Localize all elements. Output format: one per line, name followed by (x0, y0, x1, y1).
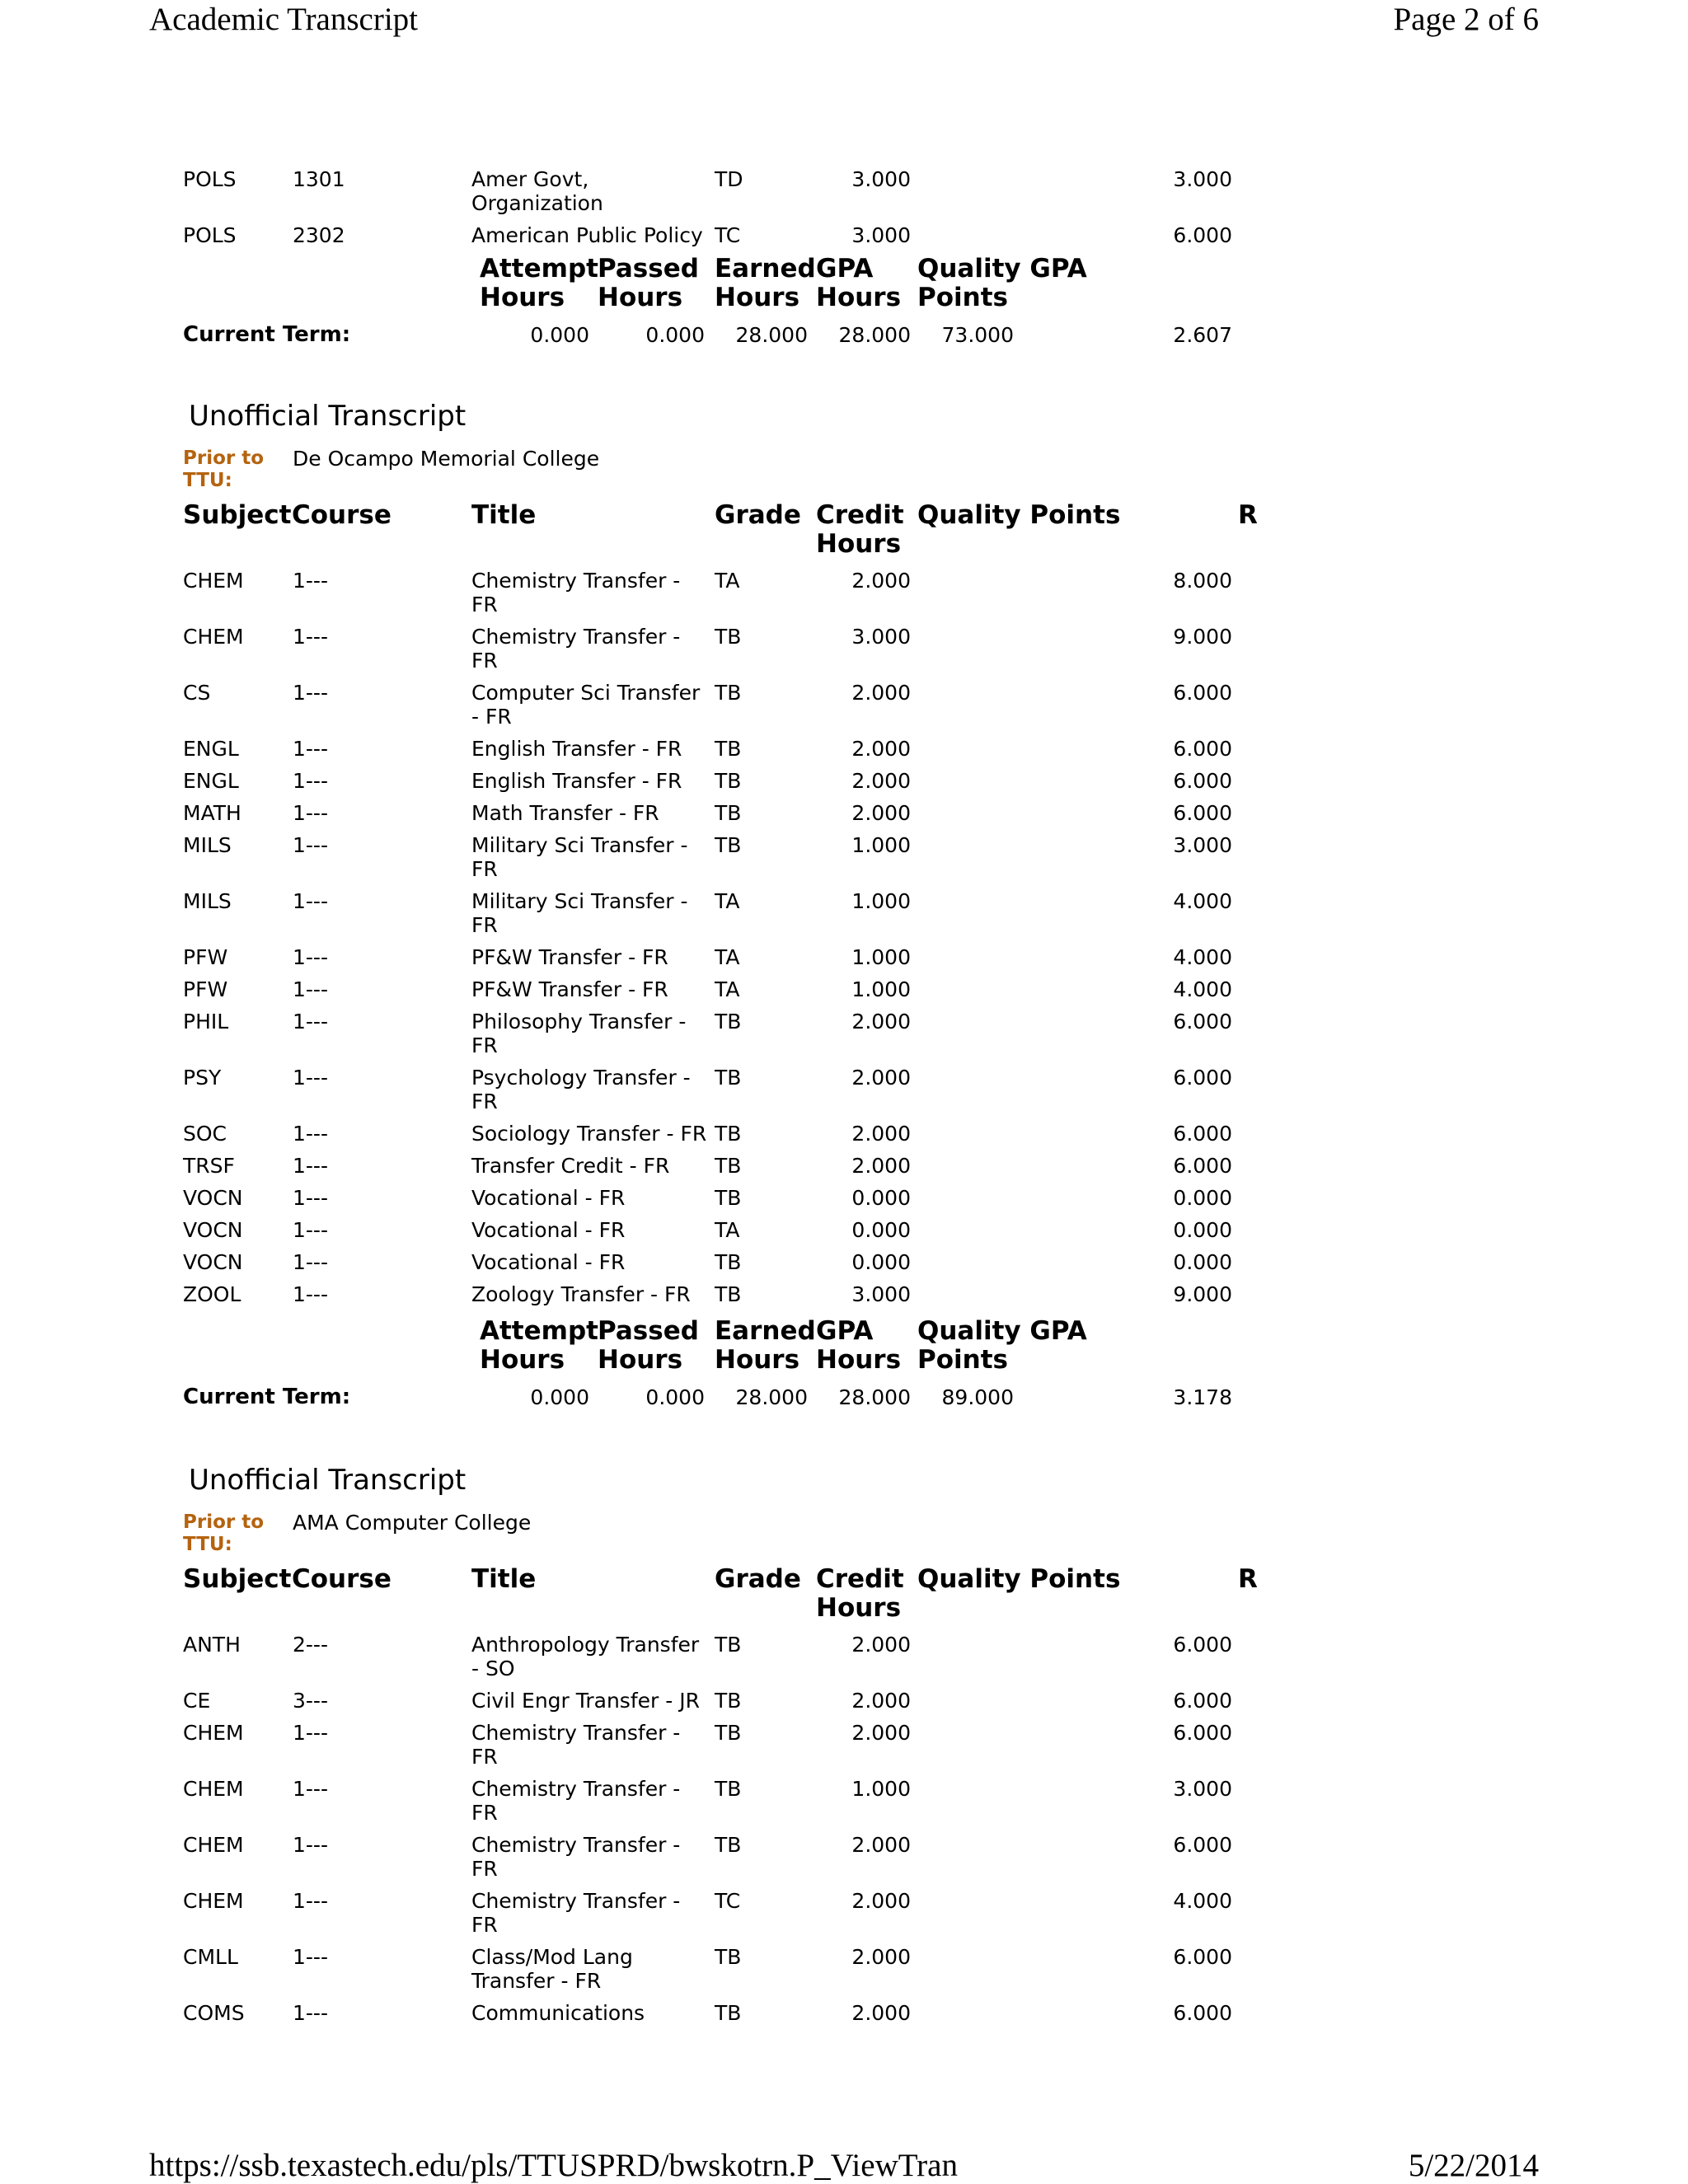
course-title (471, 1122, 710, 1146)
course-quality-points: 4.000 (1173, 977, 1232, 1001)
course-grade: TB (715, 1833, 742, 1857)
course-credit-hours: 2.000 (851, 2001, 911, 2025)
course-credit-hours: 2.000 (851, 1945, 911, 1969)
header-passed-hours (598, 255, 699, 312)
prior-to-label-line: Prior to (183, 1511, 265, 1533)
course-quality-points: 4.000 (1173, 945, 1232, 969)
header-credit-hours (816, 501, 904, 559)
header-gpa-hours (816, 1317, 901, 1375)
header-quality-gpa-points-line: Points (917, 283, 1008, 312)
header-grade: Grade (715, 1564, 801, 1594)
course-subject: PSY (183, 1066, 222, 1090)
course-title (471, 1186, 710, 1210)
course-quality-points: 6.000 (1173, 2001, 1232, 2025)
course-subject: ZOOL (183, 1282, 241, 1306)
header-quality-gpa-points-line: Quality GPA (917, 254, 1087, 284)
course-subject: MILS (183, 889, 232, 913)
course-number: 1--- (293, 1186, 328, 1210)
course-title-line: Military Sci Transfer - (471, 833, 688, 857)
course-title-line: Transfer Credit - FR (471, 1154, 670, 1178)
term-quality-points: 73.000 (941, 323, 1014, 347)
course-credit-hours: 2.000 (851, 1122, 911, 1146)
course-grade: TC (715, 223, 741, 247)
header-gpa-hours-line: Hours (816, 1345, 902, 1375)
print-footer-date: 5/22/2014 (1408, 2148, 1539, 2183)
course-title (471, 1689, 710, 1713)
course-title-line: Chemistry Transfer - (471, 1833, 681, 1857)
header-attempt-hours-line: Attempt (480, 254, 598, 284)
course-title-line: FR (471, 913, 498, 937)
course-title-line: FR (471, 1090, 498, 1113)
course-subject: VOCN (183, 1218, 243, 1242)
header-quality-gpa-points-line: Points (917, 1345, 1008, 1375)
header-grade: Grade (715, 500, 801, 530)
course-grade: TA (715, 977, 740, 1001)
course-title (471, 1633, 710, 1680)
course-number: 1--- (293, 625, 328, 649)
term-earned-hours: 28.000 (735, 1385, 808, 1409)
course-grade: TB (715, 769, 742, 793)
course-number: 1--- (293, 737, 328, 761)
course-title-line: Class/Mod Lang (471, 1945, 633, 1969)
header-passed-hours-line: Hours (598, 283, 683, 312)
header-credit-hours (816, 1565, 904, 1623)
course-credit-hours: 3.000 (851, 625, 911, 649)
course-quality-points: 6.000 (1173, 1721, 1232, 1745)
college-name: De Ocampo Memorial College (293, 447, 600, 471)
course-title-line: PF&W Transfer - FR (471, 977, 668, 1001)
course-grade: TB (715, 1689, 742, 1713)
course-subject: SOC (183, 1122, 227, 1146)
course-grade: TB (715, 1282, 742, 1306)
course-grade: TC (715, 1889, 741, 1913)
course-subject: CHEM (183, 625, 244, 649)
course-subject: POLS (183, 167, 237, 191)
header-quality-gpa-points (917, 1317, 1087, 1375)
header-passed-hours-line: Passed (598, 1316, 699, 1346)
course-title (471, 833, 710, 881)
course-title (471, 1945, 710, 1993)
course-grade: TD (715, 167, 743, 191)
course-grade: TB (715, 737, 742, 761)
course-title (471, 737, 710, 761)
course-quality-points: 6.000 (1173, 223, 1232, 247)
course-title-line: Chemistry Transfer - (471, 1777, 681, 1801)
course-subject: MILS (183, 833, 232, 857)
course-title (471, 801, 710, 825)
course-number: 1--- (293, 1945, 328, 1969)
header-earned-hours-line: Earned (715, 254, 816, 284)
course-title (471, 167, 710, 215)
course-grade: TB (715, 2001, 742, 2025)
course-title (471, 1721, 710, 1769)
course-quality-points: 6.000 (1173, 1066, 1232, 1090)
course-credit-hours: 1.000 (851, 977, 911, 1001)
course-subject: CS (183, 681, 211, 705)
course-grade: TB (715, 1186, 742, 1210)
course-number: 1--- (293, 681, 328, 705)
header-earned-hours (715, 1317, 816, 1375)
course-title (471, 223, 710, 247)
course-number: 1--- (293, 801, 328, 825)
header-credit-hours-line: Hours (816, 529, 902, 559)
header-earned-hours-line: Earned (715, 1316, 816, 1346)
course-title-line: FR (471, 1745, 498, 1769)
course-quality-points: 0.000 (1173, 1186, 1232, 1210)
course-title-line: Psychology Transfer - (471, 1066, 691, 1090)
header-title: Title (471, 1564, 537, 1594)
course-title-line: Vocational - FR (471, 1218, 626, 1242)
course-subject: COMS (183, 2001, 245, 2025)
course-subject: PHIL (183, 1010, 229, 1033)
course-title-line: FR (471, 1913, 498, 1937)
header-gpa-hours-line: GPA (816, 254, 874, 284)
course-number: 1--- (293, 1010, 328, 1033)
header-gpa-hours-line: Hours (816, 283, 902, 312)
course-number: 1--- (293, 1250, 328, 1274)
course-title-line: Chemistry Transfer - (471, 625, 681, 649)
course-subject: CHEM (183, 1777, 244, 1801)
course-title (471, 1777, 710, 1825)
course-quality-points: 0.000 (1173, 1218, 1232, 1242)
course-credit-hours: 2.000 (851, 801, 911, 825)
course-title-line: Transfer - FR (471, 1969, 602, 1993)
course-title (471, 1282, 710, 1306)
course-subject: CHEM (183, 1833, 244, 1857)
course-title-line: English Transfer - FR (471, 737, 682, 761)
header-attempt-hours-line: Hours (480, 283, 565, 312)
course-quality-points: 3.000 (1173, 833, 1232, 857)
course-quality-points: 4.000 (1173, 889, 1232, 913)
course-subject: ANTH (183, 1633, 241, 1657)
term-gpa-hours: 28.000 (838, 1385, 911, 1409)
course-title-line: Organization (471, 191, 603, 215)
course-grade: TA (715, 889, 740, 913)
course-subject: VOCN (183, 1186, 243, 1210)
header-title: Title (471, 500, 537, 530)
course-quality-points: 6.000 (1173, 1945, 1232, 1969)
course-subject: CHEM (183, 1721, 244, 1745)
course-credit-hours: 1.000 (851, 945, 911, 969)
term-gpa-hours: 28.000 (838, 323, 911, 347)
header-quality-gpa-points-line: Quality GPA (917, 1316, 1087, 1346)
print-header-title: Academic Transcript (149, 2, 419, 37)
course-credit-hours: 2.000 (851, 1889, 911, 1913)
prior-to-label (183, 1511, 282, 1556)
course-title-line: FR (471, 593, 498, 616)
prior-to-label-line: TTU: (183, 1534, 232, 1555)
course-subject: ENGL (183, 769, 239, 793)
course-credit-hours: 0.000 (851, 1186, 911, 1210)
course-quality-points: 8.000 (1173, 569, 1232, 593)
course-title-line: Vocational - FR (471, 1250, 626, 1274)
course-credit-hours: 2.000 (851, 569, 911, 593)
header-attempt-hours (480, 1317, 598, 1375)
print-footer-url: https://ssb.texastech.edu/pls/TTUSPRD/bwskotrn.P_ViewTran (149, 2148, 958, 2183)
course-grade: TB (715, 625, 742, 649)
course-title-line: Military Sci Transfer - (471, 889, 688, 913)
course-subject: PFW (183, 977, 228, 1001)
course-title-line: Philosophy Transfer - (471, 1010, 687, 1033)
course-title-line: English Transfer - FR (471, 769, 682, 793)
print-header-page: Page 2 of 6 (1393, 2, 1539, 37)
course-number: 1--- (293, 1122, 328, 1146)
course-title-line: PF&W Transfer - FR (471, 945, 668, 969)
header-subject: Subject (183, 500, 292, 530)
header-r: R (1238, 1564, 1258, 1594)
course-grade: TB (715, 1777, 742, 1801)
course-grade: TB (715, 1010, 742, 1033)
course-number: 1--- (293, 1777, 328, 1801)
header-gpa-hours (816, 255, 901, 312)
course-grade: TB (715, 1945, 742, 1969)
header-passed-hours (598, 1317, 699, 1375)
course-number: 1--- (293, 1282, 328, 1306)
current-term-label: Current Term: (183, 1385, 351, 1409)
course-number: 1--- (293, 1721, 328, 1745)
course-quality-points: 6.000 (1173, 1154, 1232, 1178)
course-grade: TB (715, 1122, 742, 1146)
course-grade: TB (715, 1066, 742, 1090)
course-title-line: - SO (471, 1657, 515, 1680)
course-title-line: Chemistry Transfer - (471, 569, 681, 593)
course-number: 2302 (293, 223, 345, 247)
course-title-line: Computer Sci Transfer (471, 681, 701, 705)
course-subject: CHEM (183, 569, 244, 593)
course-subject: ENGL (183, 737, 239, 761)
course-title (471, 1154, 710, 1178)
course-title (471, 889, 710, 937)
header-r: R (1238, 500, 1258, 530)
course-grade: TB (715, 1154, 742, 1178)
course-credit-hours: 0.000 (851, 1250, 911, 1274)
course-title (471, 945, 710, 969)
header-gpa-hours-line: GPA (816, 1316, 874, 1346)
course-title-line: FR (471, 1033, 498, 1057)
course-title (471, 1066, 710, 1113)
course-quality-points: 6.000 (1173, 681, 1232, 705)
term-passed-hours: 0.000 (645, 1385, 705, 1409)
course-quality-points: 9.000 (1173, 1282, 1232, 1306)
course-title-line: Communications (471, 2001, 645, 2025)
header-credit-hours-line: Credit (816, 1564, 904, 1594)
course-title-line: Amer Govt, (471, 167, 589, 191)
course-credit-hours: 2.000 (851, 1633, 911, 1657)
course-quality-points: 9.000 (1173, 625, 1232, 649)
course-subject: CMLL (183, 1945, 238, 1969)
course-credit-hours: 2.000 (851, 1066, 911, 1090)
course-title (471, 625, 710, 673)
course-credit-hours: 3.000 (851, 1282, 911, 1306)
course-number: 1--- (293, 769, 328, 793)
course-title-line: FR (471, 857, 498, 881)
course-credit-hours: 1.000 (851, 833, 911, 857)
course-grade: TB (715, 801, 742, 825)
course-title (471, 769, 710, 793)
course-number: 1--- (293, 889, 328, 913)
section-heading: Unofficial Transcript (189, 1464, 467, 1497)
course-grade: TB (715, 1721, 742, 1745)
course-grade: TA (715, 1218, 740, 1242)
course-number: 1--- (293, 833, 328, 857)
header-credit-hours-line: Hours (816, 1593, 902, 1623)
course-number: 1--- (293, 569, 328, 593)
term-earned-hours: 28.000 (735, 323, 808, 347)
term-gpa: 3.178 (1173, 1385, 1232, 1409)
header-earned-hours-line: Hours (715, 1345, 800, 1375)
course-title-line: FR (471, 1857, 498, 1881)
course-number: 1--- (293, 977, 328, 1001)
course-number: 2--- (293, 1633, 328, 1657)
course-subject: POLS (183, 223, 237, 247)
course-number: 3--- (293, 1689, 328, 1713)
header-credit-hours-line: Credit (816, 500, 904, 530)
course-title (471, 681, 710, 729)
current-term-label: Current Term: (183, 322, 351, 347)
college-name: AMA Computer College (293, 1511, 532, 1535)
course-credit-hours: 2.000 (851, 1154, 911, 1178)
course-title-line: FR (471, 1801, 498, 1825)
course-title (471, 1833, 710, 1881)
course-subject: MATH (183, 801, 241, 825)
term-attempt-hours: 0.000 (530, 323, 589, 347)
course-quality-points: 6.000 (1173, 769, 1232, 793)
header-quality-points: Quality Points (917, 1564, 1121, 1594)
course-title-line: Civil Engr Transfer - JR (471, 1689, 700, 1713)
header-earned-hours-line: Hours (715, 283, 800, 312)
section-heading: Unofficial Transcript (189, 400, 467, 433)
course-title-line: Chemistry Transfer - (471, 1721, 681, 1745)
header-course: Course (292, 500, 392, 530)
course-quality-points: 6.000 (1173, 1122, 1232, 1146)
course-credit-hours: 2.000 (851, 1010, 911, 1033)
prior-to-label-line: Prior to (183, 448, 265, 469)
term-quality-points: 89.000 (941, 1385, 1014, 1409)
header-subject: Subject (183, 1564, 292, 1594)
course-credit-hours: 1.000 (851, 889, 911, 913)
course-grade: TA (715, 569, 740, 593)
term-passed-hours: 0.000 (645, 323, 705, 347)
course-grade: TB (715, 681, 742, 705)
course-subject: PFW (183, 945, 228, 969)
header-quality-points: Quality Points (917, 500, 1121, 530)
header-attempt-hours-line: Hours (480, 1345, 565, 1375)
header-attempt-hours (480, 255, 598, 312)
course-quality-points: 6.000 (1173, 737, 1232, 761)
course-credit-hours: 1.000 (851, 1777, 911, 1801)
header-course: Course (292, 1564, 392, 1594)
course-quality-points: 6.000 (1173, 1689, 1232, 1713)
course-quality-points: 6.000 (1173, 1633, 1232, 1657)
course-number: 1--- (293, 1066, 328, 1090)
course-title (471, 2001, 710, 2025)
course-credit-hours: 2.000 (851, 737, 911, 761)
course-title (471, 977, 710, 1001)
course-number: 1301 (293, 167, 345, 191)
header-passed-hours-line: Hours (598, 1345, 683, 1375)
course-number: 1--- (293, 2001, 328, 2025)
course-credit-hours: 3.000 (851, 167, 911, 191)
course-quality-points: 4.000 (1173, 1889, 1232, 1913)
course-number: 1--- (293, 945, 328, 969)
course-title-line: Vocational - FR (471, 1186, 626, 1210)
course-title-line: Math Transfer - FR (471, 801, 659, 825)
course-title (471, 1889, 710, 1937)
course-quality-points: 6.000 (1173, 1010, 1232, 1033)
course-title-line: Sociology Transfer - FR (471, 1122, 707, 1146)
term-gpa: 2.607 (1173, 323, 1232, 347)
course-grade: TB (715, 1633, 742, 1657)
header-passed-hours-line: Passed (598, 254, 699, 284)
course-subject: VOCN (183, 1250, 243, 1274)
course-credit-hours: 2.000 (851, 681, 911, 705)
course-number: 1--- (293, 1154, 328, 1178)
course-subject: TRSF (183, 1154, 235, 1178)
course-credit-hours: 2.000 (851, 1833, 911, 1857)
course-quality-points: 0.000 (1173, 1250, 1232, 1274)
course-credit-hours: 3.000 (851, 223, 911, 247)
course-number: 1--- (293, 1889, 328, 1913)
course-title-line: Zoology Transfer - FR (471, 1282, 691, 1306)
course-title (471, 569, 710, 616)
course-credit-hours: 2.000 (851, 1721, 911, 1745)
course-grade: TB (715, 833, 742, 857)
course-title-line: American Public Policy (471, 223, 703, 247)
course-title (471, 1250, 710, 1274)
course-title-line: FR (471, 649, 498, 673)
course-credit-hours: 2.000 (851, 769, 911, 793)
prior-to-label (183, 448, 282, 492)
course-subject: CHEM (183, 1889, 244, 1913)
term-attempt-hours: 0.000 (530, 1385, 589, 1409)
course-title (471, 1218, 710, 1242)
course-quality-points: 6.000 (1173, 1833, 1232, 1857)
course-title-line: - FR (471, 705, 512, 729)
course-credit-hours: 2.000 (851, 1689, 911, 1713)
course-number: 1--- (293, 1833, 328, 1857)
course-quality-points: 6.000 (1173, 801, 1232, 825)
header-attempt-hours-line: Attempt (480, 1316, 598, 1346)
course-credit-hours: 0.000 (851, 1218, 911, 1242)
header-quality-gpa-points (917, 255, 1087, 312)
prior-to-label-line: TTU: (183, 470, 232, 491)
course-quality-points: 3.000 (1173, 1777, 1232, 1801)
course-number: 1--- (293, 1218, 328, 1242)
course-grade: TB (715, 1250, 742, 1274)
course-subject: CE (183, 1689, 211, 1713)
course-grade: TA (715, 945, 740, 969)
header-earned-hours (715, 255, 816, 312)
course-title-line: Chemistry Transfer - (471, 1889, 681, 1913)
course-title-line: Anthropology Transfer (471, 1633, 700, 1657)
course-quality-points: 3.000 (1173, 167, 1232, 191)
course-title (471, 1010, 710, 1057)
